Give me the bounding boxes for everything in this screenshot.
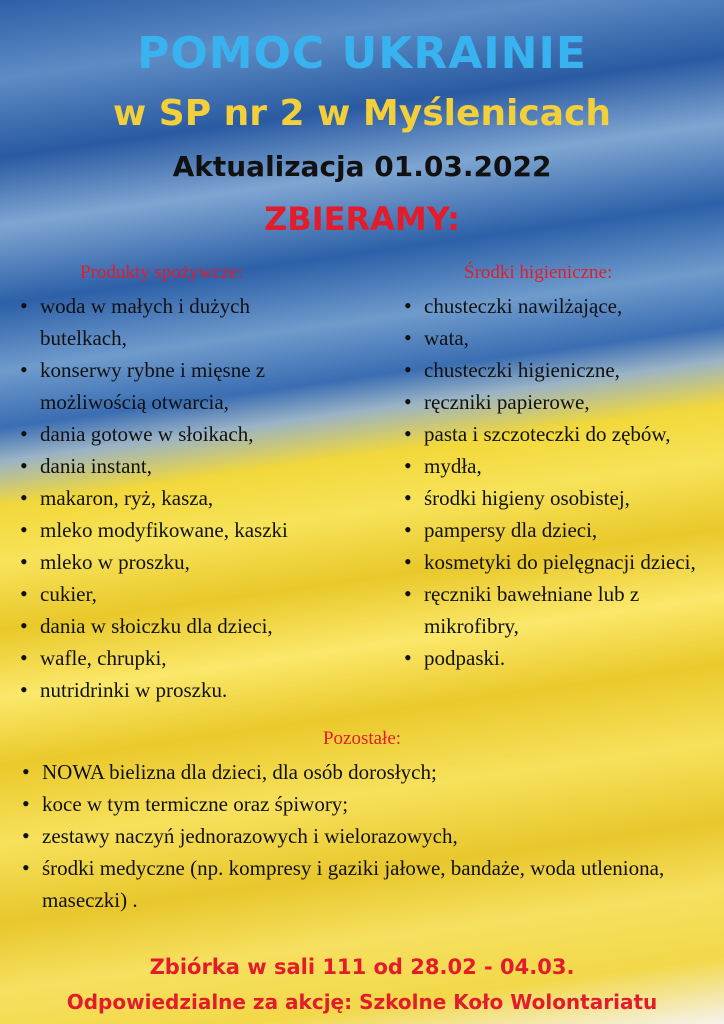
list-item: • woda w małych i dużych butelkach, [18, 290, 338, 354]
hygiene-heading: Środki higieniczne: [464, 262, 613, 283]
collecting-heading: ZBIERAMY: [264, 200, 460, 238]
list-item: • mleko w proszku, [18, 546, 338, 578]
list-item: • środki higieny osobistej, [402, 482, 722, 514]
update-date: Aktualizacja 01.03.2022 [172, 150, 552, 183]
list-item: • wafle, chrupki, [18, 642, 338, 674]
poster-subtitle: w SP nr 2 w Myślenicach [113, 93, 611, 134]
list-item: • wata, [402, 322, 722, 354]
list-item: • pasta i szczoteczki do zębów, [402, 418, 722, 450]
list-item: • NOWA bielizna dla dzieci, dla osób dorosłych; [20, 756, 680, 788]
list-item: • kosmetyki do pielęgnacji dzieci, [402, 546, 722, 578]
food-heading: Produkty spożywcze: [80, 262, 244, 283]
other-heading: Pozostałe: [322, 728, 402, 749]
list-item: • zestawy naczyń jednorazowych i wielorazowych, [20, 820, 680, 852]
list-item: • cukier, [18, 578, 338, 610]
responsible-organizer: Odpowiedzialne za akcję: Szkolne Koło Wolontariatu [66, 990, 658, 1014]
list-item: • mleko modyfikowane, kaszki [18, 514, 338, 546]
list-item: • chusteczki nawilżające, [402, 290, 722, 322]
list-item: • chusteczki higieniczne, [402, 354, 722, 386]
list-item: • pampersy dla dzieci, [402, 514, 722, 546]
list-item: • podpaski. [402, 642, 722, 674]
list-item: • nutridrinki w proszku. [18, 674, 338, 706]
list-item: • dania gotowe w słoikach, [18, 418, 338, 450]
list-item: • ręczniki papierowe, [402, 386, 722, 418]
poster-title: POMOC UKRAINIE [137, 28, 587, 79]
list-item: • koce w tym termiczne oraz śpiwory; [20, 788, 680, 820]
list-item: • konserwy rybne i mięsne z możliwością otwarcia, [18, 354, 338, 418]
collection-location: Zbiórka w sali 111 od 28.02 - 04.03. [149, 955, 575, 979]
list-item: • makaron, ryż, kasza, [18, 482, 338, 514]
list-item: • ręczniki bawełniane lub z mikrofibry, [402, 578, 722, 642]
hygiene-list [402, 290, 722, 674]
list-item: • mydła, [402, 450, 722, 482]
list-item: • dania w słoiczku dla dzieci, [18, 610, 338, 642]
list-item: • dania instant, [18, 450, 338, 482]
food-list [18, 290, 338, 706]
list-item: • środki medyczne (np. kompresy i gaziki jałowe, bandaże, woda utleniona, maseczki) . [20, 852, 680, 916]
other-list [20, 756, 680, 916]
